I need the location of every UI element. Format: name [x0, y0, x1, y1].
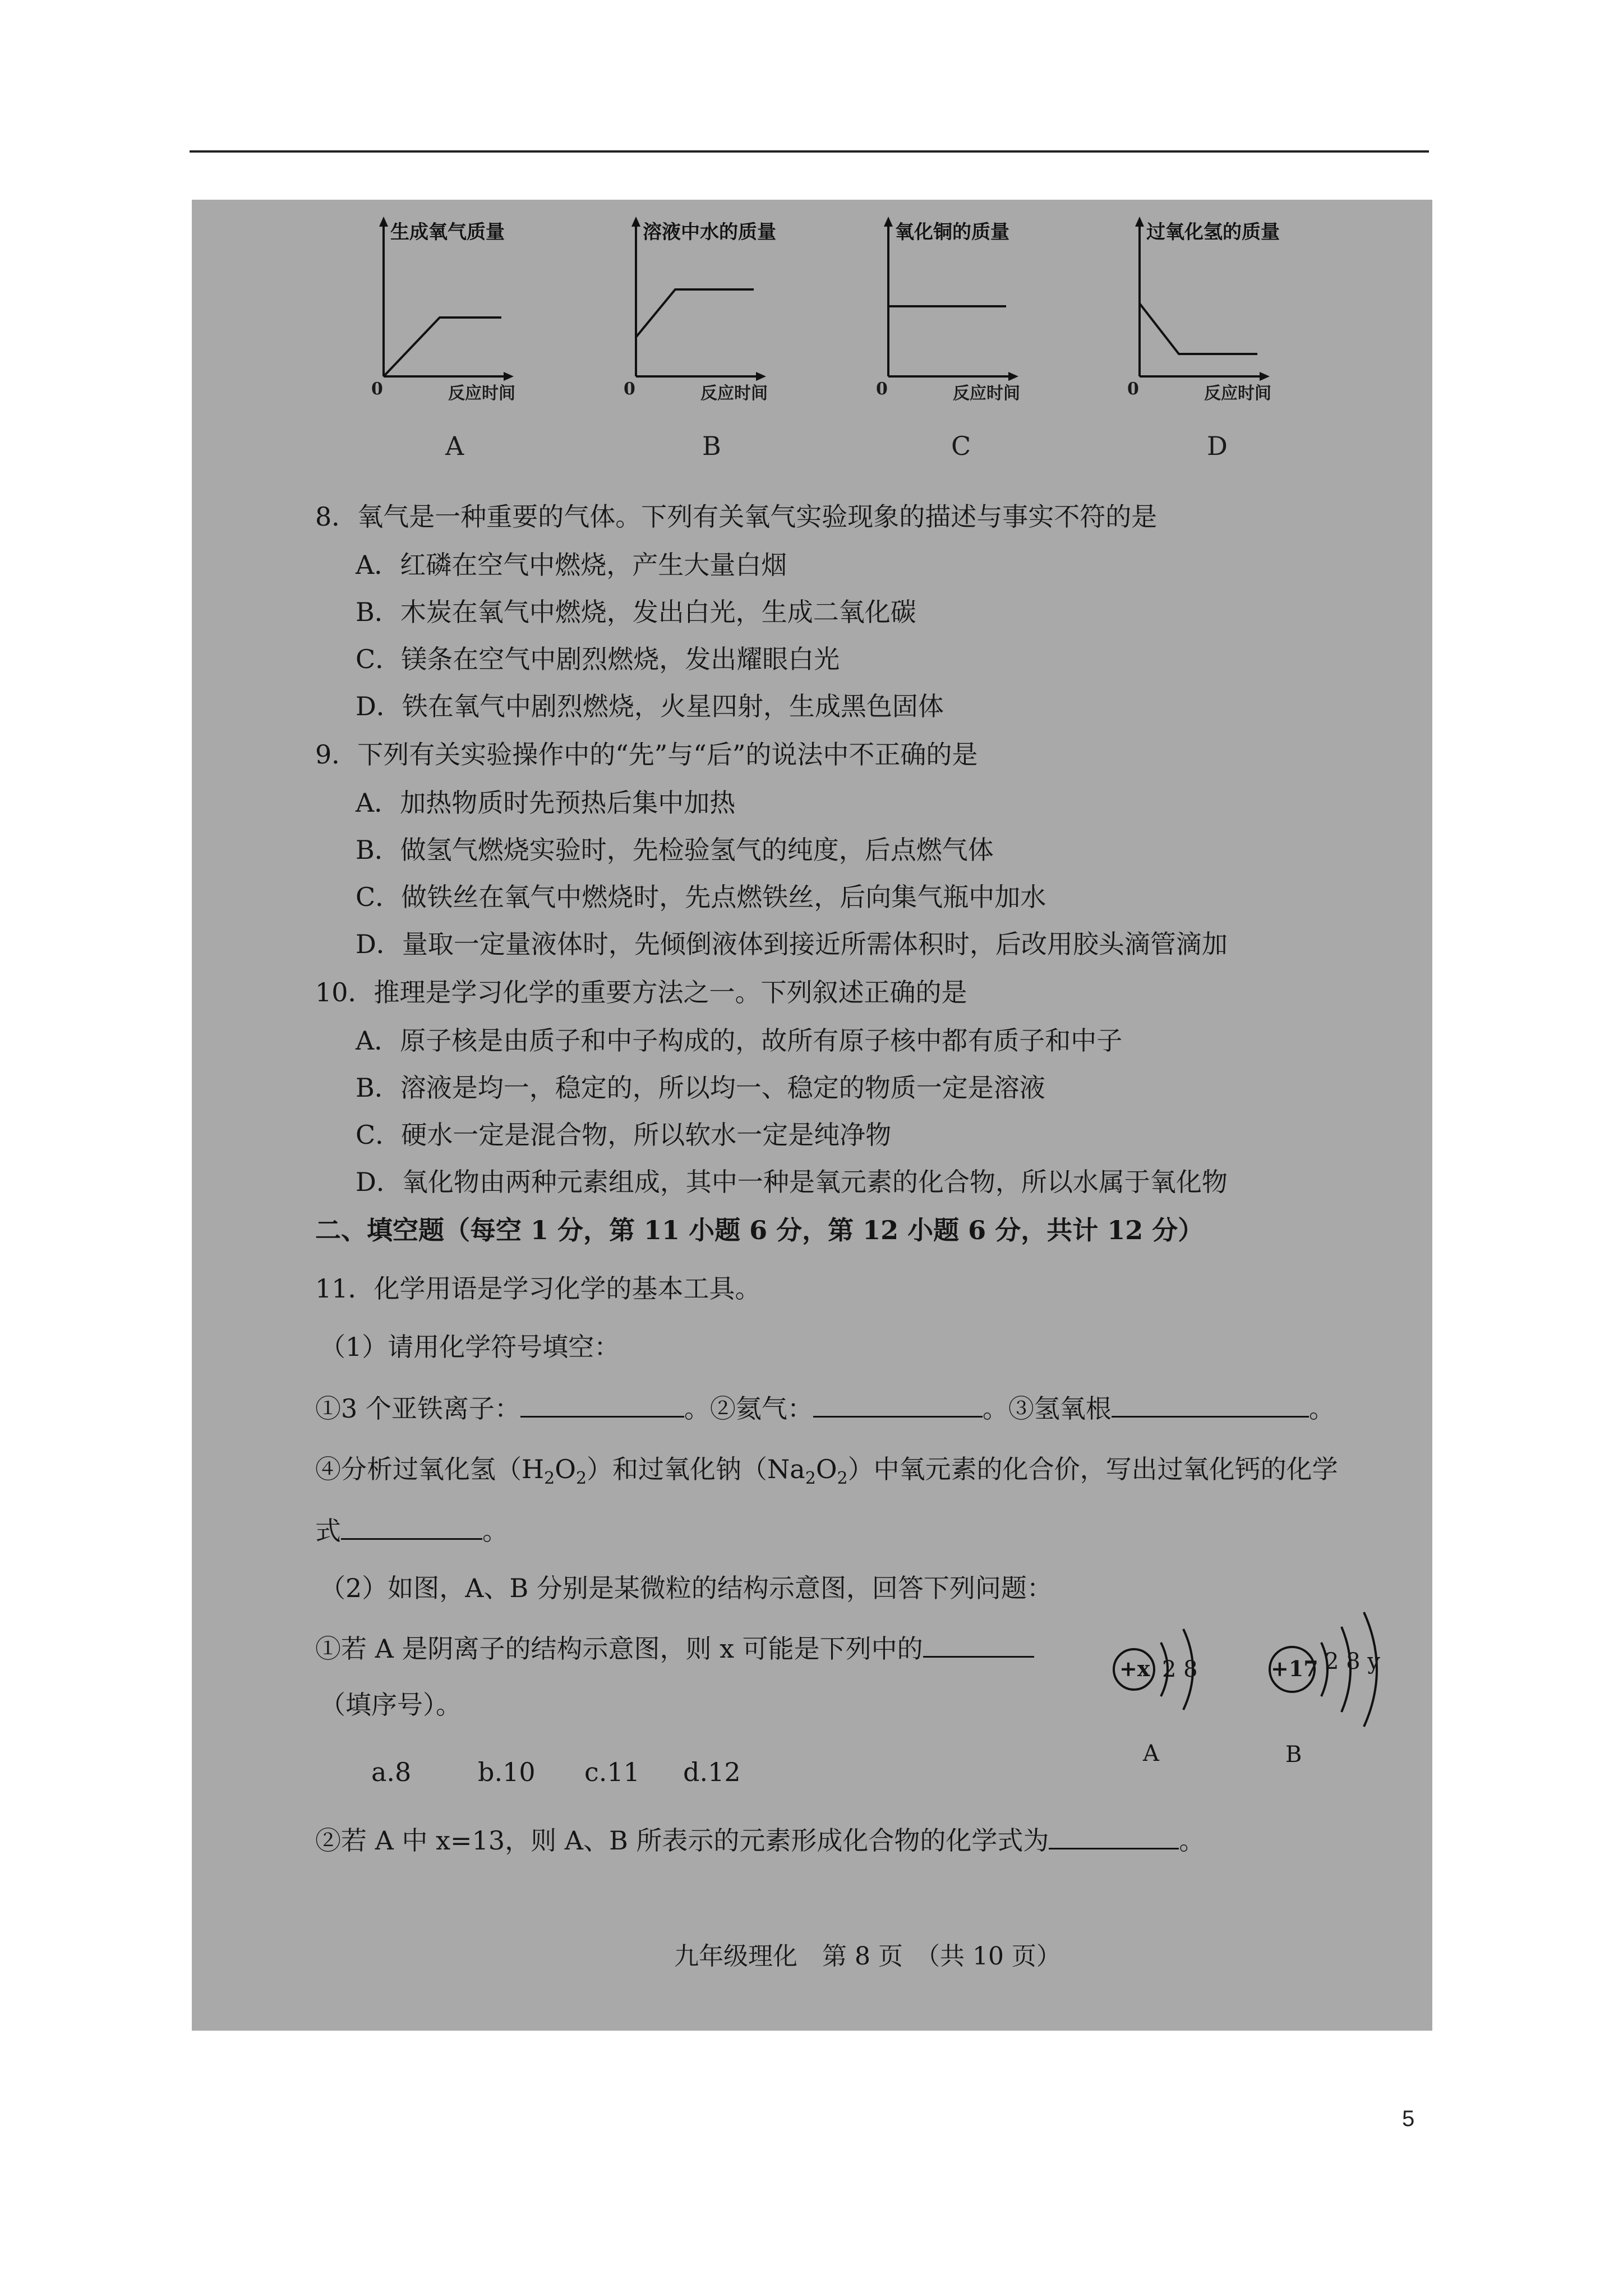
atom-a-label: A: [1143, 1741, 1159, 1766]
answer-blank-compound[interactable]: [1049, 1825, 1179, 1849]
graph-d: [1123, 211, 1364, 461]
q11-option-a: a.8: [371, 1757, 412, 1787]
q11-line-4: [315, 1634, 1034, 1662]
q11-peroxide-prompt: ）中氧元素的化合价，写出过氧化钙的化学: [847, 1454, 1338, 1484]
q8-option-b: B．木炭在氧气中燃烧，发出白光，生成二氧化碳: [356, 597, 916, 627]
graph-d-origin: 0: [1127, 379, 1139, 399]
graph-d-line: [1140, 303, 1257, 354]
graph-a: [367, 211, 608, 461]
q11-fill-number-note: （填序号）。: [320, 1690, 462, 1720]
q11-option-d: d.12: [683, 1757, 741, 1787]
q11-line-6-end: 。: [1179, 1825, 1205, 1856]
q9-option-c: C．做铁丝在氧气中燃烧时，先点燃铁丝，后向集气瓶中加水: [356, 882, 1046, 912]
atom-b-electrons: 2 8 y: [1325, 1649, 1380, 1674]
q11-anion-question: ①若 A 是阴离子的结构示意图，则 x 可能是下列中的: [315, 1634, 923, 1664]
q11-option-b: b.10: [478, 1757, 536, 1787]
answer-blank-helium[interactable]: [813, 1393, 983, 1418]
page-number: 5: [1402, 2106, 1415, 2131]
graph-a-title: 生成氧气质量: [390, 221, 505, 243]
graph-c-xlabel: 反应时间: [953, 384, 1020, 403]
atom-b-label: B: [1285, 1742, 1302, 1768]
answer-blank-calcium-peroxide[interactable]: [341, 1516, 482, 1540]
atom-b-nucleus: +17: [1271, 1656, 1318, 1681]
q11-na2o2-o: O: [815, 1454, 837, 1484]
graph-a-xlabel: 反应时间: [448, 384, 515, 403]
q11-line-1: [315, 1393, 1335, 1424]
graph-b-line: [636, 289, 754, 337]
subscript: 2: [837, 1469, 848, 1489]
scan-footer: 九年级理化 第 8 页 （共 10 页）: [674, 1942, 1061, 1971]
q11-line-3-end: 。: [482, 1516, 508, 1546]
section-2-heading: 二、填空题（每空 1 分，第 11 小题 6 分，第 12 小题 6 分，共计 12 分）: [315, 1215, 1204, 1245]
atom-a-diagram: [1112, 1591, 1246, 1766]
q11-na2o2-prefix: ）和过氧化钠（Na: [587, 1454, 805, 1484]
q11-part2-prompt: （2）如图，A、B 分别是某微粒的结构示意图，回答下列问题：: [320, 1573, 1053, 1603]
graph-b-origin: 0: [624, 379, 635, 399]
q10-stem: 10．推理是学习化学的重要方法之一。下列叙述正确的是: [315, 977, 967, 1007]
answer-blank-anion-x[interactable]: [923, 1634, 1034, 1658]
subscript: 2: [575, 1469, 587, 1489]
graph-b-xlabel: 反应时间: [700, 384, 768, 403]
q11-stem: 11．化学用语是学习化学的基本工具。: [315, 1273, 761, 1304]
graph-b: [619, 211, 860, 461]
graph-d-title: 过氧化氢的质量: [1146, 221, 1280, 243]
graph-a-origin: 0: [371, 379, 383, 399]
q11-part1-prompt: （1）请用化学符号填空：: [320, 1332, 620, 1362]
top-rule: [190, 150, 1429, 153]
q11-hydroxide-label: 。③氢氧根: [982, 1393, 1112, 1424]
graph-b-title: 溶液中水的质量: [643, 221, 776, 243]
graph-c: [872, 211, 1113, 461]
atom-a-electrons: 2 8: [1162, 1657, 1198, 1682]
graph-d-xlabel: 反应时间: [1204, 384, 1271, 403]
answer-blank-ferrous-ion[interactable]: [520, 1393, 684, 1418]
q9-option-b: B．做氢气燃烧实验时，先检验氢气的纯度，后点燃气体: [356, 835, 994, 865]
q8-option-c: C．镁条在空气中剧烈燃烧，发出耀眼白光: [356, 644, 840, 674]
q11-line-2: [315, 1456, 1338, 1487]
q9-option-d: D．量取一定量液体时，先倾倒液体到接近所需体积时，后改用胶头滴管滴加: [356, 929, 1228, 959]
q8-option-a: A．红磷在空气中燃烧，产生大量白烟: [356, 550, 787, 580]
q9-stem: 9．下列有关实验操作中的“先”与“后”的说法中不正确的是: [315, 739, 978, 770]
q8-option-d: D．铁在氧气中剧烈燃烧，火星四射，生成黑色固体: [356, 691, 944, 721]
graph-a-letter: A: [445, 431, 464, 461]
q10-option-c: C．硬水一定是混合物，所以软水一定是纯净物: [356, 1120, 892, 1150]
graph-b-letter: B: [702, 431, 721, 461]
q11-h2o2-o: O: [555, 1454, 576, 1484]
graph-c-origin: 0: [876, 379, 888, 399]
subscript: 2: [544, 1469, 555, 1489]
q11-helium-label: 。②氦气：: [684, 1393, 813, 1424]
scanned-exam-page: [192, 200, 1432, 2031]
q11-formula-label: 式: [315, 1516, 341, 1546]
atom-a-nucleus: +x: [1119, 1656, 1150, 1681]
q8-stem: 8．氧气是一种重要的气体。下列有关氧气实验现象的描述与事实不符的是: [315, 501, 1158, 532]
atom-b-diagram: [1263, 1568, 1420, 1768]
subscript: 2: [805, 1469, 816, 1489]
q11-line-1-end: 。: [1308, 1393, 1335, 1424]
q10-option-a: A．原子核是由质子和中子构成的，故所有原子核中都有质子和中子: [356, 1025, 1123, 1056]
q11-h2o2-prefix: ④分析过氧化氢（H: [315, 1454, 545, 1484]
q11-line-3: [315, 1516, 508, 1544]
q10-option-b: B．溶液是均一，稳定的，所以均一、稳定的物质一定是溶液: [356, 1073, 1045, 1103]
q11-compound-question: ②若 A 中 x=13，则 A、B 所表示的元素形成化合物的化学式为: [315, 1825, 1049, 1856]
graph-d-letter: D: [1207, 431, 1228, 461]
q11-line-6: [315, 1825, 1205, 1856]
q11-ferrous-ion-label: ①3 个亚铁离子：: [315, 1393, 520, 1424]
graph-c-letter: C: [951, 431, 971, 461]
graph-a-line: [384, 318, 501, 376]
q11-option-c: c.11: [584, 1757, 640, 1787]
q9-option-a: A．加热物质时先预热后集中加热: [356, 788, 736, 818]
answer-blank-hydroxide[interactable]: [1112, 1393, 1309, 1418]
q10-option-d: D．氧化物由两种元素组成，其中一种是氧元素的化合物，所以水属于氧化物: [356, 1167, 1228, 1197]
graph-c-title: 氧化铜的质量: [895, 221, 1009, 243]
